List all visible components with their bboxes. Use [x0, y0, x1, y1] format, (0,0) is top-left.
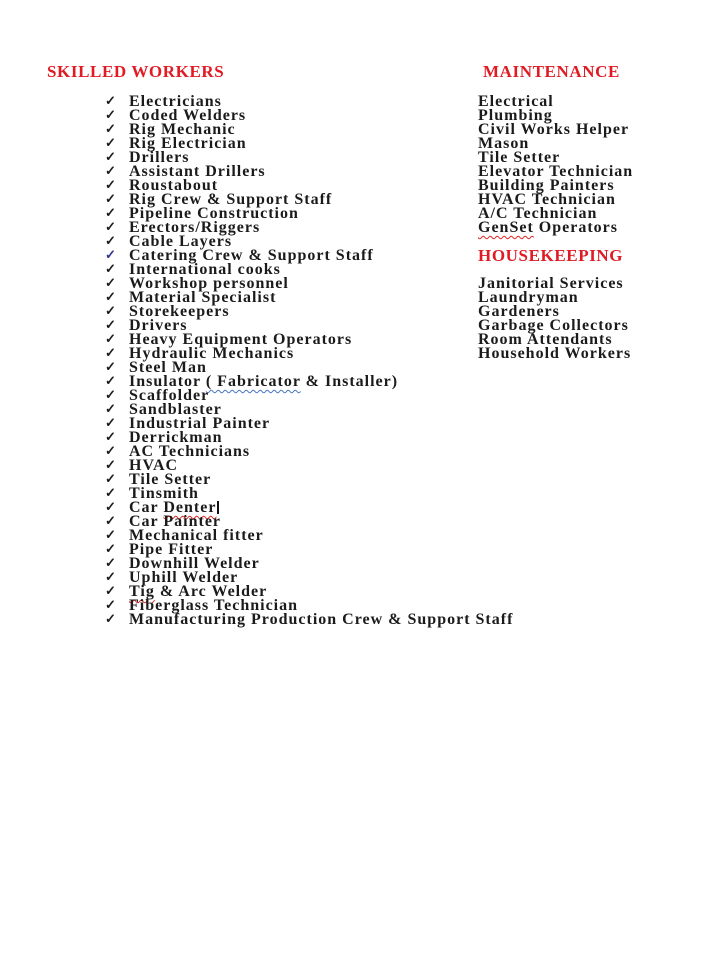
list-item-text[interactable]: Building Painters: [478, 177, 615, 194]
checkmark-icon: ✓: [105, 107, 116, 122]
list-item-text[interactable]: Rig Crew & Support Staff: [129, 191, 333, 208]
list-item-text[interactable]: Catering Crew & Support Staff: [129, 247, 374, 264]
checkmark-icon: ✓: [105, 121, 116, 136]
list-item-text[interactable]: Uphill Welder: [129, 569, 239, 586]
checkmark-icon: ✓: [105, 149, 116, 164]
checkmark-icon: ✓: [105, 471, 116, 486]
checkmark-icon: ✓: [105, 373, 116, 388]
spellcheck-underlined-word: Denter: [163, 499, 217, 516]
list-item-text[interactable]: Sandblaster: [129, 401, 222, 418]
list-item-text[interactable]: Scaffolder: [129, 387, 210, 404]
list-item-text[interactable]: Downhill Welder: [129, 555, 260, 572]
list-item-text[interactable]: Elevator Technician: [478, 163, 634, 180]
list-item-text[interactable]: International cooks: [129, 261, 281, 278]
checkmark-icon: ✓: [105, 331, 116, 346]
checkmark-icon: ✓: [105, 261, 116, 276]
checkmark-icon: ✓: [105, 429, 116, 444]
list-item-text[interactable]: Laundryman: [478, 289, 579, 306]
checkmark-icon: ✓: [105, 219, 116, 234]
checkmark-icon: ✓: [105, 499, 116, 514]
list-item-text[interactable]: Rig Electrician: [129, 135, 247, 152]
checkmark-icon: ✓: [105, 359, 116, 374]
list-item-text[interactable]: Pipeline Construction: [129, 205, 299, 222]
checkmark-icon: ✓: [105, 317, 116, 332]
list-item-text[interactable]: Manufacturing Production Crew & Support Staff: [129, 611, 514, 628]
checkmark-icon: ✓: [105, 303, 116, 318]
list-item-text[interactable]: Tinsmith: [129, 485, 199, 502]
checkmark-icon: ✓: [105, 513, 116, 528]
checkmark-icon: ✓: [105, 387, 116, 402]
list-item-text[interactable]: Hydraulic Mechanics: [129, 345, 295, 362]
list-item-text[interactable]: Material Specialist: [129, 289, 277, 306]
list-item-text[interactable]: Cable Layers: [129, 233, 233, 250]
text-plain: Insulator: [129, 373, 206, 390]
checkmark-icon: ✓: [105, 345, 116, 360]
list-item-text[interactable]: Drillers: [129, 149, 190, 166]
checkmark-icon: ✓: [105, 583, 116, 598]
list-item-text[interactable]: Steel Man: [129, 359, 207, 376]
list-item-text[interactable]: Workshop personnel: [129, 275, 289, 292]
skilled-workers-heading[interactable]: SKILLED WORKERS: [47, 62, 225, 81]
list-item-text[interactable]: Pipe Fitter: [129, 541, 214, 558]
list-item-text[interactable]: Roustabout: [129, 177, 219, 194]
list-item-text[interactable]: Assistant Drillers: [129, 163, 266, 180]
grammar-underlined-word: ( Fabricator: [205, 373, 301, 390]
checkmark-icon: ✓: [105, 611, 116, 626]
text-plain: & Installer): [300, 373, 399, 390]
list-item-text[interactable]: Erectors/Riggers: [129, 219, 261, 236]
list-item-text[interactable]: Storekeepers: [129, 303, 230, 320]
checkmark-icon: ✓: [105, 177, 116, 192]
list-item-text[interactable]: Tile Setter: [478, 149, 561, 166]
checkmark-icon: ✓: [105, 191, 116, 206]
list-item-text[interactable]: A/C Technician: [478, 205, 598, 222]
checkmark-icon: ✓: [105, 485, 116, 500]
checkmark-icon: ✓: [105, 233, 116, 248]
checkmark-icon: ✓: [105, 569, 116, 584]
list-item-text[interactable]: Household Workers: [478, 345, 632, 362]
list-item-text[interactable]: Electrical: [478, 93, 554, 110]
text-plain: Operators: [533, 219, 618, 236]
checkmark-icon: ✓: [105, 401, 116, 416]
checkmark-icon: ✓: [105, 289, 116, 304]
list-row: [478, 347, 708, 361]
checkmark-icon: ✓: [105, 597, 116, 612]
housekeeping-heading[interactable]: HOUSEKEEPING: [478, 246, 624, 265]
list-item-text[interactable]: AC Technicians: [129, 443, 251, 460]
list-item-text[interactable]: Room Attendants: [478, 331, 613, 348]
text-plain: & Arc Welder: [154, 583, 268, 600]
list-item-text[interactable]: Fiberglass Technician: [129, 597, 299, 614]
checkmark-icon: ✓: [105, 247, 116, 262]
checkmark-icon: ✓: [105, 163, 116, 178]
list-item-text[interactable]: HVAC Technician: [478, 191, 616, 208]
checkmark-icon: ✓: [105, 443, 116, 458]
spellcheck-underlined-word: GenSet: [478, 219, 534, 236]
text-plain: Car: [129, 499, 164, 516]
checkmark-icon: ✓: [105, 541, 116, 556]
heading-row: [478, 246, 708, 265]
list-item-text[interactable]: [478, 219, 618, 236]
checkmark-icon: ✓: [105, 275, 116, 290]
checkmark-icon: ✓: [105, 415, 116, 430]
checkmark-icon: ✓: [105, 527, 116, 542]
list-item-text[interactable]: HVAC: [129, 457, 179, 474]
list-item-text[interactable]: Plumbing: [478, 107, 553, 124]
list-item-text[interactable]: Electricians: [129, 93, 222, 110]
list-item-text[interactable]: Derrickman: [129, 429, 223, 446]
checkmark-icon: ✓: [105, 555, 116, 570]
maintenance-housekeeping-list: [478, 95, 708, 361]
list-item-text[interactable]: Coded Welders: [129, 107, 247, 124]
list-item-text[interactable]: Industrial Painter: [129, 415, 271, 432]
checkmark-icon: ✓: [105, 93, 116, 108]
maintenance-heading[interactable]: MAINTENANCE: [483, 62, 620, 81]
checkmark-icon: ✓: [105, 135, 116, 150]
list-item-text[interactable]: Garbage Collectors: [478, 317, 629, 334]
list-item-text[interactable]: Mason: [478, 135, 530, 152]
list-item-text[interactable]: Drivers: [129, 317, 188, 334]
checkmark-icon: ✓: [105, 457, 116, 472]
list-item-text[interactable]: Tile Setter: [129, 471, 212, 488]
checkmark-icon: ✓: [105, 205, 116, 220]
list-row: [478, 221, 708, 235]
list-item-text[interactable]: Janitorial Services: [478, 275, 624, 292]
list-item-text[interactable]: Rig Mechanic: [129, 121, 236, 138]
list-item-text[interactable]: Car Painter: [129, 513, 222, 530]
checklist-row: [105, 613, 545, 627]
list-item-text[interactable]: Heavy Equipment Operators: [129, 331, 353, 348]
list-item-text[interactable]: Civil Works Helper: [478, 121, 630, 138]
list-item-text[interactable]: Gardeners: [478, 303, 560, 320]
spellcheck-underlined-word: Tig: [129, 583, 155, 600]
list-item-text[interactable]: Mechanical fitter: [129, 527, 264, 544]
